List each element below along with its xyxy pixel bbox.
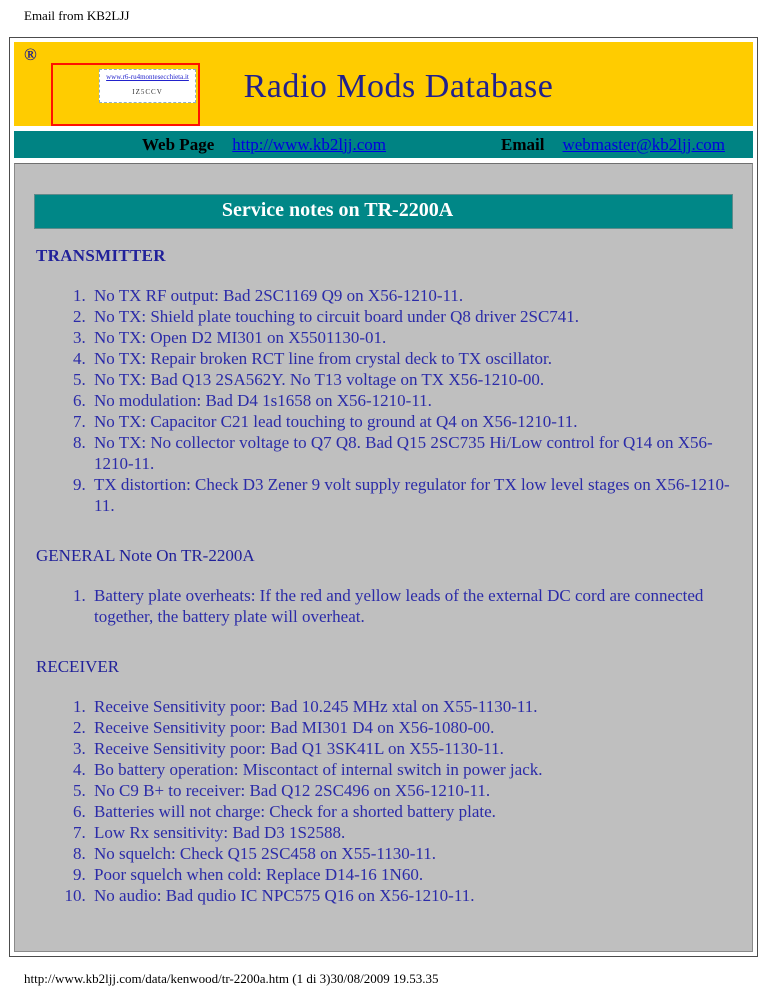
print-footer-url: http://www.kb2ljj.com/data/kenwood/tr-2200a.htm (1 di 3)30/08/2009 19.53.35 bbox=[24, 971, 439, 986]
logo-box bbox=[51, 63, 200, 126]
registered-trademark-icon: ® bbox=[24, 45, 37, 64]
list-item: 7. No TX: Capacitor C21 lead touching to ground at Q4 on X56-1210-11. bbox=[90, 411, 734, 432]
list-item: 4. Bo battery operation: Miscontact of internal switch in power jack. bbox=[90, 759, 734, 780]
content-area bbox=[14, 163, 753, 952]
print-header-label: Email from KB2LJJ bbox=[24, 8, 130, 23]
page-frame bbox=[9, 37, 758, 957]
masthead bbox=[14, 42, 753, 126]
list-item: 8. No TX: No collector voltage to Q7 Q8. Bad Q15 2SC735 Hi/Low control for Q14 on X56-1210-11. bbox=[90, 432, 734, 474]
section-list bbox=[34, 696, 734, 906]
section-list bbox=[34, 585, 734, 627]
list-item: 3. No TX: Open D2 MI301 on X5501130-01. bbox=[90, 327, 734, 348]
list-item: 1. Receive Sensitivity poor: Bad 10.245 MHz xtal on X55-1130-11. bbox=[90, 696, 734, 717]
section-heading: GENERAL Note On TR-2200A bbox=[36, 546, 255, 565]
list-item: 8. No squelch: Check Q15 2SC458 on X55-1130-11. bbox=[90, 843, 734, 864]
page-title: Radio Mods Database bbox=[243, 68, 554, 105]
web-page-link[interactable]: http://www.kb2ljj.com bbox=[232, 134, 387, 154]
list-item: 9. TX distortion: Check D3 Zener 9 volt supply regulator for TX low level stages on X56-1210-11. bbox=[90, 474, 734, 516]
section-heading: RECEIVER bbox=[36, 657, 120, 676]
list-item: 4. No TX: Repair broken RCT line from crystal deck to TX oscillator. bbox=[90, 348, 734, 369]
list-item: 6. Batteries will not charge: Check for a shorted battery plate. bbox=[90, 801, 734, 822]
email-label: Email bbox=[501, 134, 545, 154]
list-item: 5. No C9 B+ to receiver: Bad Q12 2SC496 on X56-1210-11. bbox=[90, 780, 734, 801]
list-item: 2. Receive Sensitivity poor: Bad MI301 D4 on X56-1080-00. bbox=[90, 717, 734, 738]
email-link[interactable]: webmaster@kb2ljj.com bbox=[562, 134, 725, 154]
list-item: 3. Receive Sensitivity poor: Bad Q1 3SK41L on X55-1130-11. bbox=[90, 738, 734, 759]
logo-site-link[interactable]: www.r6-ru4montesecchieta.it bbox=[106, 73, 189, 81]
list-item: 1. No TX RF output: Bad 2SC1169 Q9 on X56-1210-11. bbox=[90, 285, 734, 306]
service-notes-banner bbox=[34, 194, 733, 229]
list-item: 1. Battery plate overheats: If the red and yellow leads of the external DC cord are connected together, the battery plate will overheat. bbox=[90, 585, 734, 627]
list-item: 10. No audio: Bad qudio IC NPC575 Q16 on X56-1210-11. bbox=[90, 885, 734, 906]
logo-inner-box bbox=[99, 69, 196, 103]
logo-callsign: IZ5CCV bbox=[132, 88, 163, 96]
list-item: 7. Low Rx sensitivity: Bad D3 1S2588. bbox=[90, 822, 734, 843]
service-notes-title: Service notes on TR-2200A bbox=[221, 199, 454, 221]
section-heading: TRANSMITTER bbox=[36, 246, 166, 265]
section-list bbox=[34, 285, 734, 516]
list-item: 2. No TX: Shield plate touching to circuit board under Q8 driver 2SC741. bbox=[90, 306, 734, 327]
list-item: 9. Poor squelch when cold: Replace D14-16 1N60. bbox=[90, 864, 734, 885]
list-item: 6. No modulation: Bad D4 1s1658 on X56-1210-11. bbox=[90, 390, 734, 411]
web-page-label: Web Page bbox=[142, 134, 215, 154]
sections bbox=[34, 246, 733, 906]
contact-bar bbox=[14, 131, 753, 158]
list-item: 5. No TX: Bad Q13 2SA562Y. No T13 voltage on TX X56-1210-00. bbox=[90, 369, 734, 390]
